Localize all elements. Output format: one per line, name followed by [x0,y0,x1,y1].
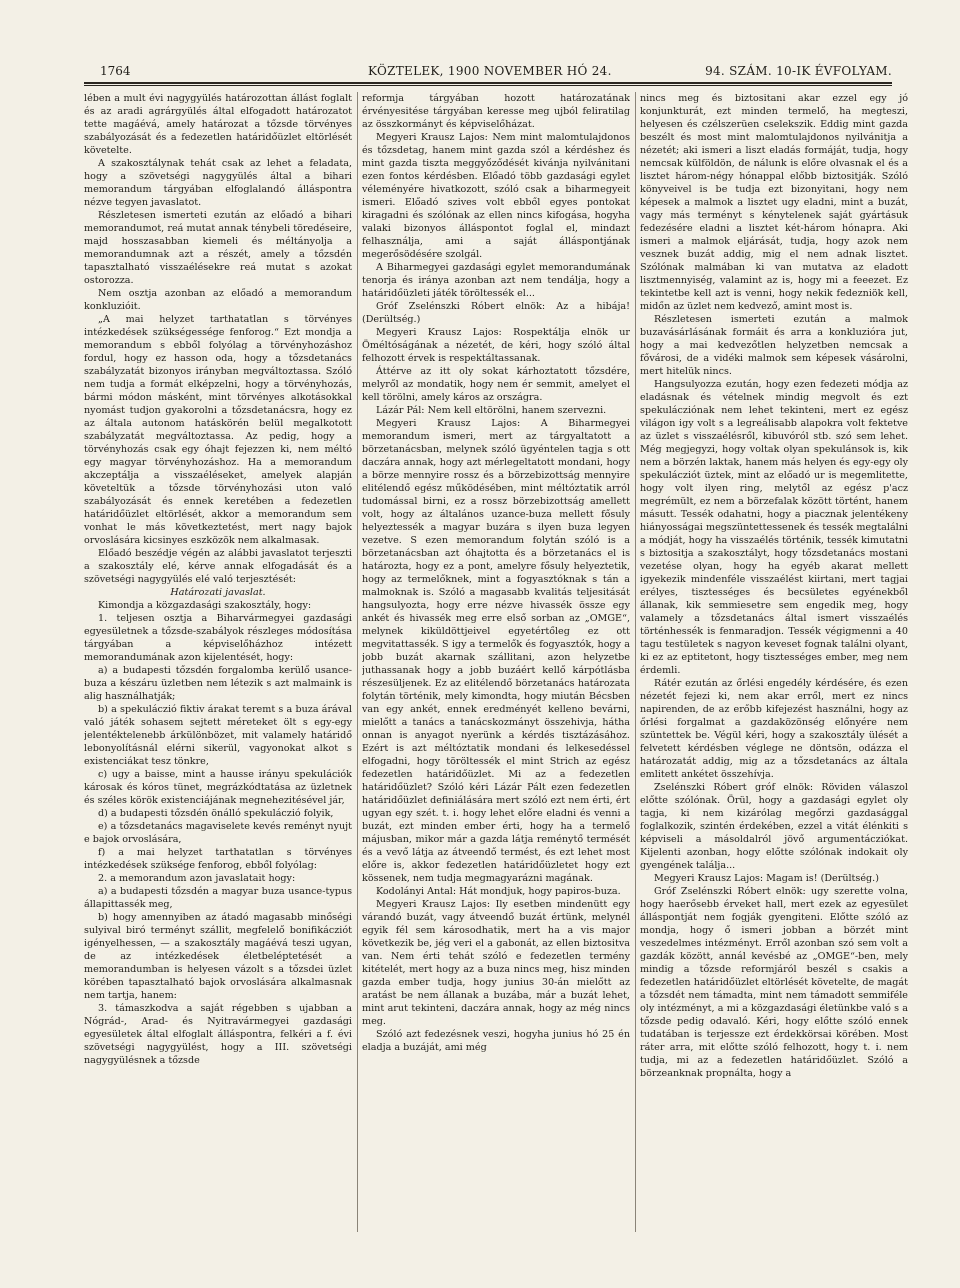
paragraph: a) a budapesti tőzsdén forgalomba kerülő usance-buza a készáru üzletben nem létezik s azt malmaink is alig használhatják; [84,665,352,702]
paragraph: Előadó beszédje végén az alábbi javaslatot terjeszti a szakosztály elé, kérve annak elfogadását és a szövetségi nagygyülés elé való terjesztését: [84,548,352,585]
paragraph: Gróf Zselénszki Róbert elnök: ugy szerette volna, hogy haerősebb érveket hall, mert ezek az egyesület álláspontját nem fogják gyengiteni. Előtte szóló az mondja, hogy ő ismeri jobban a börzét mint veszedelmes intézményt. Erről azonban szó sem volt a gazdák között, annál kevésbé az „OMGE“-ben, mely mindig a tőzsde reformjáról beszél s csakis a fedezetlen határidőüzlet eltörlését követelte, de magát a tőzsdét nem támadta, mint nem támadott semmiféle oly intézményt, a mi a közgazdasági életünkbe való s a tőzsde pedig odavaló. Kéri, hogy előtte szóló ennek tudatában is terjessze ezt érdekkörsai körében. Most ráter arra, mit előtte szóló felhozott, hogy t. i. nem tudja, mi az a fedezetlen határidőüzlet. Szóló a börzeanknak propnálta, hogy a [640,886,908,1079]
publication-title: KÖZTELEK, 1900 NOVEMBER HÓ 24. [368,64,612,78]
paragraph: Megyeri Krausz Lajos: Ily esetben mindenütt egy várandó buzát, vagy átveendő buzát értünk, melynél egyik fél sem károsodhatik, mert ha a vis major következik be, jég veri el a gabonát, az ellen biztositva van. Nem érti tehát szóló e fedezetlen termény kitételét, mert hogy az a buza nincs meg, hisz minden gazda ember tudja, hogy junius 30-án mielőtt az aratást be nem állanak a buzába, már a buzát lehet, mint arut tekinteni, daczára annak, hogy az még nincs meg. [362,899,630,1027]
text-column-2 [362,92,630,1232]
paragraph: e) a tőzsdetanács magaviselete kevés reményt nyujt e bajok orvoslására, [84,821,352,845]
paragraph: Részletesen ismerteti ezután az előadó a bihari memorandumot, reá mutat annak ténybeli töredéseire, majd hosszasabban kiemeli és méltányolja a memorandumnak azt a részét, amely a tőzsdén tapasztalható visszaélésekre reá mutat s azokat ostorozza. [84,210,352,286]
column-divider [635,92,636,1232]
paragraph: reformja tárgyában hozott határozatának érvényesitése tárgyában keresse meg ujból feliratilag az összkormányt és képviselőházat. [362,93,630,130]
paragraph: Határozati javaslat. [170,587,266,598]
paragraph: Gróf Zselénszki Róbert elnök: Az a hibája! (Derültség.) [362,301,630,325]
paragraph: lében a mult évi nagygyülés határozottan állást foglalt és az aradi agrárgyülés által elfogadott határozatot tette magáévá, amely határozat a tőzsde törvényes szabályozását és a fedezetlen határidőüzlet eltörlését követelte. [84,93,352,156]
paragraph: nincs meg és biztositani akar ezzel egy jó konjunkturát, ezt minden termelő, ha megteszi, helyesen és czélszerüen cselekszik. Eddig mint gazda beszélt és most mint malomtulajdonos nyilvánitja a nézetét; aki ismeri a liszt eladás formáját, tudja, hogy nemcsak külföldön, de nálunk is előre olvasnak el és a lisztet három-négy hónappal előbb biztositják. Szóló könyveivel is be tudja ezt bizonyitani, hogy nem képesek a malmok a lisztet ugy eladni, mint a buzát, vagy más terményt s kénytelenek saját gyártásuk fedezésére eladni a lisztet két-három hónapra. Aki ismeri a malmok eljárását, tudja, hogy azok nem vesznek buzát addig, mig el nem adnak lisztet. Szólónak malmában ki van mutatva az eladott lisztmennyiség, valamint az is, hogy mi a feeezet. Ez tekintetbe kell azt is venni, hogy nekik fedezniök kell, midőn az üzlet nem kedvező, amint most is. [640,93,908,312]
page-header [84,60,892,82]
paragraph: c) ugy a baisse, mint a hausse irányu spekulációk károsak és kóros tünet, megrázkódtatása az üzletnek és széles körök existenciájának megnehezitésével jár, [84,769,352,806]
paragraph: Hangsulyozza ezután, hogy ezen fedezeti módja az eladásnak és vételnek mindig megvolt és ezt spekulácziónak nem lehet tekinteni, mert ez egész világon igy volt s a legreálisabb alapokra volt fektetve az üzlet s visszaélésről, kibuvóról stb. szó sem lehet. Még megjegyzi, hogy voltak olyan spekulánsok is, kik nem a börzén laktak, hanem más helyen és egy-egy oly spekulácziót üztek, mint az előadó ur is megemlitette, hogy volt ilyen ring, melytől az egész p'acz megrémült, ez nem a börzefalak között történt, hanem másutt. Tessék odahatni, hogy a piacznak jelentékeny hiányosságai megszüntettessenek és tessék megtalálni a módját, hogy ha visszaélés történik, tessék kimutatni s biztositja a szakosztályt, hogy tőzsdetanács mostani vezetése olyan, hogy ha egyéb akarat mellett igyekezik mindenféle visszaélést kiirtani, mert tagjai erélyes, tisztességes és becsületes egyénekből állanak, kik semmiesetre sem engedik meg, hogy valamely a tőzsdetanács által ismert visszaélés történhessék is fenmaradjon. Tessék végigmenni a 40 tagu testületek s nagyon keveset fognak találni olyant, ki ez az eptitetont, hogy tisztességes ember, meg nem érdemli. [640,379,908,676]
paragraph: „A mai helyzet tarthatatlan s törvényes intézkedések szükségessége fenforog.“ Ezt mondja a memorandum s ebből folyólag a törvényhozáshoz fordul, hogy ez hasson oda, hogy a tőzsdetanács szabályzatát bizonyos irányban megváltoztassa. Szóló nem tudja a formát elképzelni, hogy a törvényhozás, bármi módon másként, mint törvényes alkotásokkal nyomást tudjon gyakorolni a tőzsdetanácsra, hogy ez az általa autonom hatáskörén belül megalkotott szabályzatát megváltoztassa. Az pedig, hogy a törvényhozás csak egy óhajt fejezzen ki, nem méltó egy magyar törvényhozáshoz. Ha a memorandum akczeptálja a visszaéléseket, amelyek alapján követeltük a tőzsde törvényhozási uton való szabályozását és ennek keretében a fedezetlen határidőüzlet eltörlését, akkor a memorandum sem vonhat le más következtetést, mert nagy bajok orvoslására kicsinyes eszközök nem alkalmasak. [84,314,352,546]
paragraph: Megyeri Krausz Lajos: Magam is! (Derültség.) [654,873,879,884]
paragraph: Nem osztja azonban az előadó a memorandum konkluzióit. [84,288,352,312]
paragraph: b) hogy amennyiben az átadó magasabb minőségi sulyival biró terményt szállit, megfelelő bonifikácziót igényelhessen, — a szakosztály magáévá teszi ugyan, de az intézkedések életbeléptetését a memorandumban is helyesen vázolt s a tőzsdei üzlet körében tapasztalható bajok orvoslására alkalmasnak nem tartja, hanem: [84,912,352,1001]
paragraph: d) a budapesti tőzsdén önálló spekuláczió folyik, [98,808,334,819]
paragraph: Rátér ezután az őrlési engedély kérdésére, és ezen nézetét fejezi ki, nem akar erről, mert ez nincs napirenden, de az erőbb kifejezést használni, hogy az őrlési forgalmat a gazdaközönség előnyére nem szüntettek be. Végül kéri, hogy a szakosztály ülését a felvetett kérdésben véglege ne döntsön, odázza el határozatát addig, mig az a tőzsdetanács az általa emlitett ankétet összehívja. [640,678,908,780]
paragraph: 3. támaszkodva a saját régebben s ujabban a Nógrád-, Arad- és Nyitravármegyei gazdasági egyesületek által elfoglalt álláspontra, felkéri a f. évi szövetségi nagygyülést, hogy a III. szövetségi nagygyülésnek a tőzsde [84,1003,352,1066]
text-column-3 [640,92,908,1232]
paragraph: Megyeri Krausz Lajos: Rospektálja elnök ur Öméltóságának a nézetét, de kéri, hogy szóló által felhozott érvek is respektáltassanak. [362,327,630,364]
paragraph: Lázár Pál: Nem kell eltörölni, hanem szervezni. [376,405,607,416]
paragraph: a) a budapesti tőzsdén a magyar buza usance-typus állapittassék meg, [84,886,352,910]
paragraph: Áttérve az itt oly sokat kárhoztatott tőzsdére, melyről az mondatik, hogy nem ér semmit, amelyet el kell törölni, amely káros az országra. [362,366,630,403]
paragraph: Szóló azt fedezésnek veszi, hogyha junius hó 25 én eladja a buzáját, ami még [362,1029,630,1053]
paragraph: f) a mai helyzet tarthatatlan s törvényes intézkedések szüksége fenforog, ebből folyólag: [84,847,352,871]
issue-info: 94. SZÁM. 10-IK ÉVFOLYAM. [705,64,892,78]
paragraph: A Biharmegyei gazdasági egylet memorandumának tenorja és iránya azonban azt nem tendálja, hogy a határidőüzleti játék töröltessék el... [362,262,630,299]
paragraph: Részletesen ismerteti ezután a malmok buzavásárlásának formáit és arra a konkluzióra jut, hogy a mai kedvezőtlen helyzetben nemcsak a fővárosi, de a vidéki malmok sem képesek vásárolni, mert hitelük nincs. [640,314,908,377]
paragraph: Megyeri Krausz Lajos: A Biharmegyei memorandum ismeri, mert az tárgyaltatott a börzetanácsban, melynek szóló ügyéntelen tagja s ott daczára annak, hogy azt mérlegeltatott mondani, hogy a börze mennyire rossz és a börzebizottság mennyire elitélendő egész működésében, mint méltóztatik arról tudomással birni, ez a rossz börzebizottság amellett volt, hogy az általános uzance-buza mellett fősuly helyeztessék a magyar buzára s ilyen buza legyen vezetve. S ezen memorandum folytán szóló is a börzetanácsban azt óhajtotta és a börzetanács el is határozta, hogy ez a pont, amelyre fősuly helyeztetik, hogy az termelőknek, mint a fogyasztóknak s tán a malmoknak is. Szóló a magasabb kvalitás teljesitását hangsulyozta, hogy erre nézve hivassék össze egy ankét és hivassék meg erre első sorban az „OMGE“, melynek kiküldöttjeivel egyetértőleg ez ott megvitattassék. S igy a termelők és fogyasztók, hogy a jobb buzát akarnak szállitani, azon helyzetbe juthassanak hogy a jobb buzáért kellő kárpótlásba részesüljenek. Ez az elitélendő börzetanács határozata folytán történik, mely kimondta, hogy miután Bécsben van egy ankét, ennek eredményét kelleno bevárni, mielőtt a tanács a tanácskozmányt összehivja, hátha onnan is anyagot nyerünk a kérdés tisztázásához. Ezért is azt méltóztatik mondani és lelkesedéssel elfogadni, hogy töröltessék el mint Strich az egész fedezetlen határidőüzlet. Mi az a fedezetlen határidőüzlet? Szóló kéri Lázár Pált ezen fedezetlen határidőüzlet definiálására mert szóló ezt nem érti, ért ugyan egy szét. t. i. hogy lehet előre eladni és venni a buzát, ezt minden ember érti, hogy ha a termelő májusban, mikor már a gazda látja reménytő termését és a vevő látja az átveendő termést, és ezt lehet most előre is, akkor fedezetlen határidőüzletet hogy ezt kössenek, nem tudja megmagyarázni magának. [362,418,630,884]
paragraph: Kodolányi Antal: Hát mondjuk, hogy papiros-buza. [376,886,621,897]
column-divider [357,92,358,1232]
text-column-1 [84,92,352,1232]
paragraph: Zselénszki Róbert gróf elnök: Röviden válaszol előtte szólónak. Örül, hogy a gazdasági egylet oly tagja, ki nem kizárólag megőrzi gazdasággal foglalkozik, szintén érdekében, ezzel a vitát élénkiti s képviseli a másoldalról jövő argumentácziókat. Kijelenti azonban, hogy előtte szólónak indokait oly gyengének találja... [640,782,908,871]
page-number: 1764 [100,64,131,78]
paragraph: 1. teljesen osztja a Biharvármegyei gazdasági egyesületnek a tőzsde-szabályok részleges módosítása tárgyában a képviselőházhoz intézett memorandumának azon kijelentését, hogy: [84,613,352,663]
paragraph: Kimondja a közgazdasági szakosztály, hogy: [98,600,312,611]
paragraph: Megyeri Krausz Lajos: Nem mint malomtulajdonos és tőzsdetag, hanem mint gazda szól a kérdéshez és mint gazda tiszta meggyőződését kivánja nyilvánitani ezen fontos kérdésben. Előadó több gazdasági egylet véleményére hivatkozott, szóló csak a biharmegyeit ismeri. Előadó szives volt ebből egyes pontokat kiragadni és szólónak az ellen nincs kifogása, hogyha valaki bizonyos álláspontot foglal el, mindazt felhasználja, ami a saját álláspontjának megerősödésére szolgál. [362,132,630,260]
paragraph: 2. a memorandum azon javaslatait hogy: [98,873,296,884]
header-rule [84,82,892,86]
paragraph: b) a spekuláczió fiktiv árakat teremt s a buza árával való játék sohasem sejtett méreteket ölt s egy-egy jelentéktelenebb árkülönbözet, mit valamely határidő lebonyolításnál elérni sikerül, vagyonokat alkot s existenciákat tesz tönkre, [84,704,352,767]
paragraph: A szakosztálynak tehát csak az lehet a feladata, hogy a szövetségi nagygyülés által a bihari memorandum tárgyában elfoglalandó álláspontra nézve tegyen javaslatot. [84,158,352,208]
